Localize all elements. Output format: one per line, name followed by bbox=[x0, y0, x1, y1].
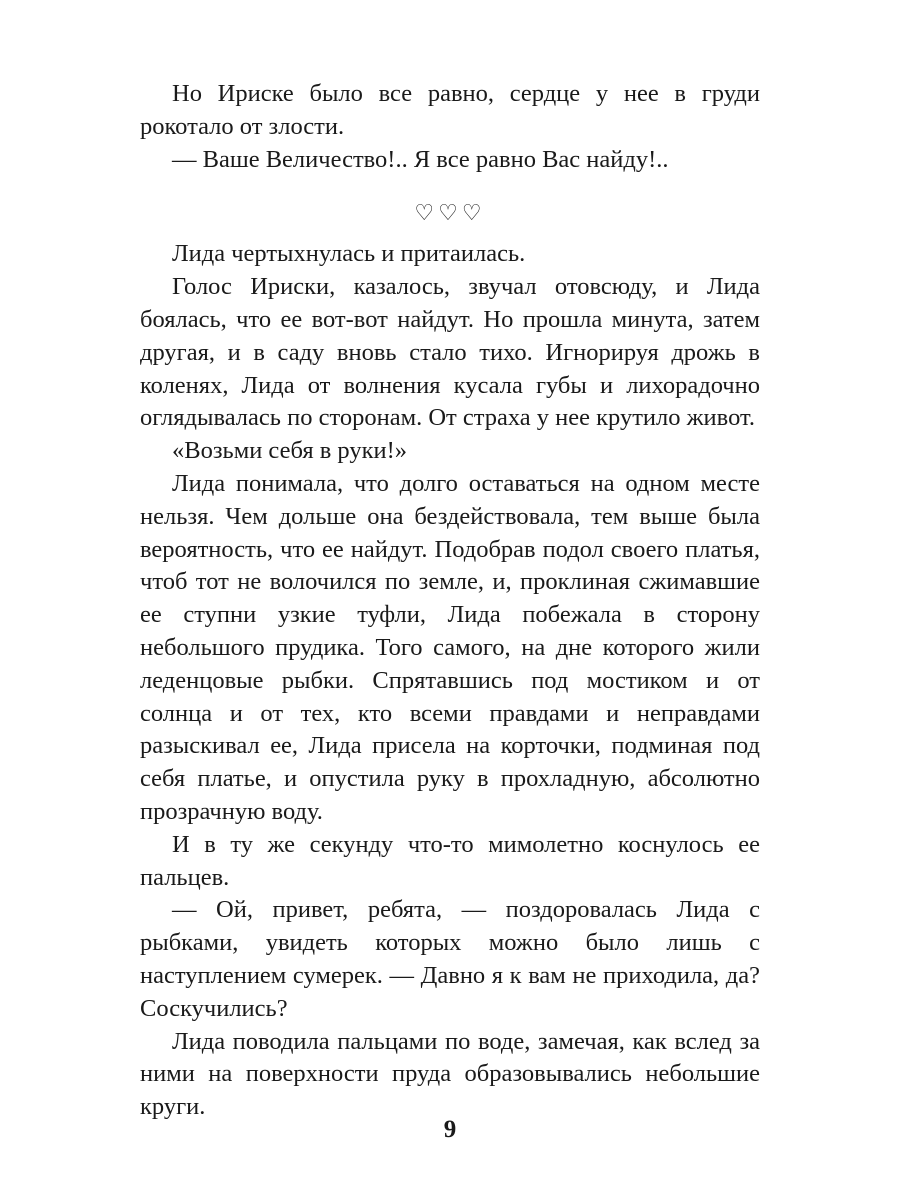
page-number: 9 bbox=[443, 1116, 457, 1143]
paragraph: — Ой, привет, ребята, — поздоровалась Лида с рыбками, увидеть которых можно было лишь с наступлением сумерек. — Давно я к вам не приходила, да? Соскучились? bbox=[140, 896, 760, 1022]
paragraph: Голос Ириски, казалось, звучал отовсюду, и Лида боялась, что ее вот-вот найдут. Но прошла минута, затем другая, и в саду вновь стало тихо. Игнорируя дрожь в коленях, Лида от волнения кусала губы и лихорадочно оглядывалась по сторонам. От страха у нее крутило живот. bbox=[140, 273, 760, 432]
paragraph: И в ту же секунду что-то мимолетно коснулось ее пальцев. bbox=[140, 830, 760, 891]
paragraph: Лида чертыхнулась и притаилась. bbox=[172, 240, 526, 268]
hearts-separator: ♡♡♡ bbox=[414, 201, 486, 227]
paragraph: Лида понимала, что долго оставаться на одном месте нельзя. Чем дольше она бездействовала, тем выше была вероятность, что ее найдут. Подобрав подол своего платья, чтоб тот не волочился по земле, и, проклиная сжимавшие ее ступни узкие туфли, Лида побежала в сторону небольшого прудика. Того самого, на дне которого жили леденцовые рыбки. Спрятавшись под мостиком и от солнца и от тех, кто всеми правдами и неправдами разыскивал ее, Лида присела на корточки, подминая под себя платье, и опустила руку в прохладную, абсолютно прозрачную воду. bbox=[140, 469, 760, 825]
paragraph: Но Ириске было все равно, сердце у нее в груди рокотало от злости. bbox=[140, 80, 760, 140]
body-text bbox=[140, 78, 760, 1124]
paragraph: — Ваше Величество!.. Я все равно Вас найду!.. bbox=[172, 145, 669, 173]
paragraph: Лида поводила пальцами по воде, замечая, как вслед за ними на поверхности пруда образовывались небольшие круги. bbox=[140, 1027, 760, 1121]
paragraph: «Возьми себя в руки!» bbox=[172, 437, 408, 465]
